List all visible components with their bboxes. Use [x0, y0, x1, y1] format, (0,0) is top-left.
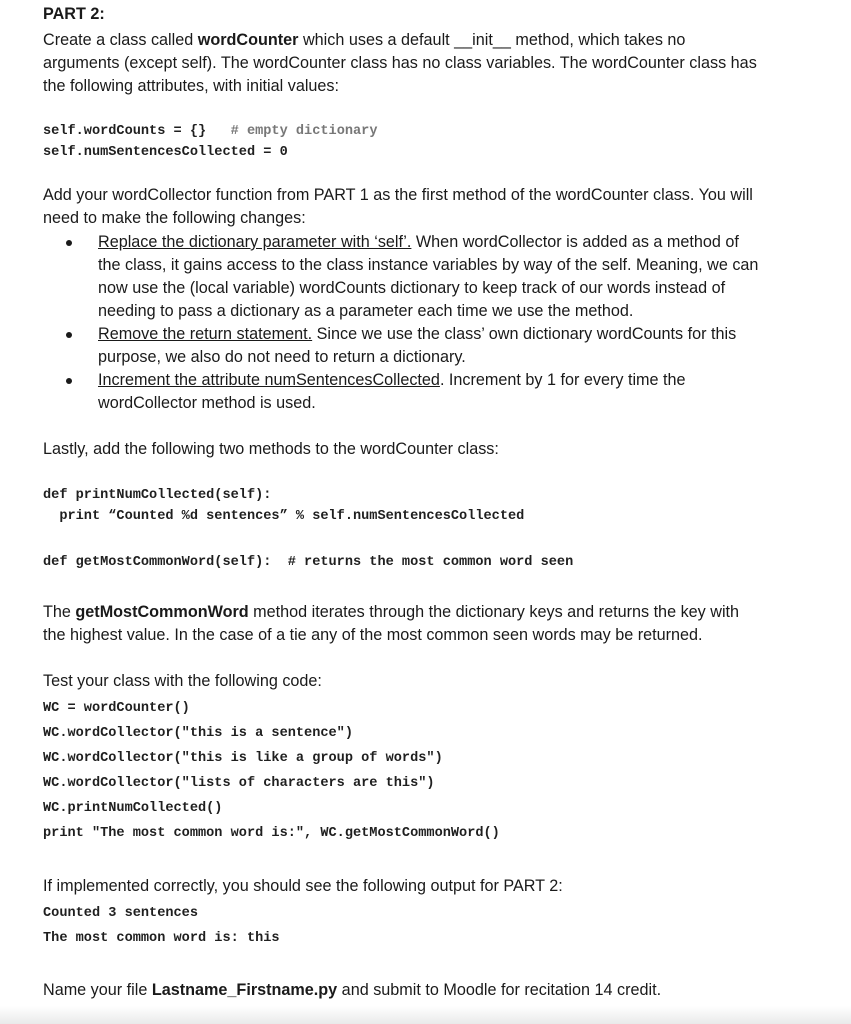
lastly-paragraph: Lastly, add the following two methods to the wordCounter class:: [43, 440, 499, 458]
method-1-def: def printNumCollected(self):: [43, 488, 272, 503]
section-heading: PART 2:: [43, 5, 105, 23]
test-intro: Test your class with the following code:: [43, 672, 322, 690]
page-bottom-shadow: [0, 1006, 851, 1024]
footer-instructions: Name your file Lastname_Firstname.py and submit to Moodle for recitation 14 credit.: [43, 981, 662, 999]
code-line: Counted 3 sentences: [43, 906, 198, 921]
code-line: print "The most common word is:", WC.getMostCommonWord(): [43, 826, 500, 841]
list-item: Remove the return statement. Since we use the class’ own dictionary wordCounts for this purpose, we also do not need to return a dictionary.: [43, 323, 763, 369]
code-line: WC.wordCollector("this is like a group of words"): [43, 751, 443, 766]
code-line: WC.printNumCollected(): [43, 801, 223, 816]
code-line: The most common word is: this: [43, 931, 280, 946]
filename-bold: Lastname_Firstname.py: [151, 981, 338, 999]
code-line: WC = wordCounter(): [43, 701, 190, 716]
changes-list: [43, 231, 763, 415]
add-paragraph: Add your wordCollector function from PART 1 as the first method of the wordCounter class. You will need to make the following changes:: [43, 186, 753, 227]
list-item: Replace the dictionary parameter with ‘self’. When wordCollector is added as a method of the class, it gains access to the class instance variables by way of the self. Meaning, we can now use the (local variable) wordCounts dictionary to keep track of our words instead of needing to pass a dictionary as a parameter each time we use the method.: [43, 231, 763, 323]
bullet-dot: [66, 378, 72, 384]
description-paragraph: The getMostCommonWord method iterates through the dictionary keys and returns the key with the highest value. In the case of a tie any of the most common seen words may be returned.: [43, 603, 740, 644]
output-intro: If implemented correctly, you should see the following output for PART 2:: [43, 877, 563, 895]
class-name-bold: wordCounter: [197, 31, 299, 49]
bullet-dot: [66, 332, 72, 338]
attribute-line-2: self.numSentencesCollected = 0: [43, 145, 288, 160]
test-code-block: [43, 696, 500, 846]
list-item: Increment the attribute numSentencesCollected. Increment by 1 for every time the wordCollector method is used.: [43, 369, 763, 415]
method-2-def: def getMostCommonWord(self): # returns the most common word seen: [43, 555, 574, 570]
attribute-line-1: self.wordCounts = {} # empty dictionary: [43, 124, 378, 139]
code-line: WC.wordCollector("this is a sentence"): [43, 726, 353, 741]
code-line: WC.wordCollector("lists of characters are this"): [43, 776, 435, 791]
code-comment: # empty dictionary: [230, 124, 378, 139]
method-name-bold: getMostCommonWord: [75, 603, 249, 621]
method-1-body: print “Counted %d sentences” % self.numSentencesCollected: [43, 509, 525, 524]
intro-paragraph: Create a class called wordCounter which uses a default __init__ method, which takes no arguments (except self). The wordCounter class has no class variables. The wordCounter class has the following attributes, with initial values:: [43, 31, 757, 95]
bullet-dot: [66, 240, 72, 246]
output-code-block: [43, 901, 280, 951]
